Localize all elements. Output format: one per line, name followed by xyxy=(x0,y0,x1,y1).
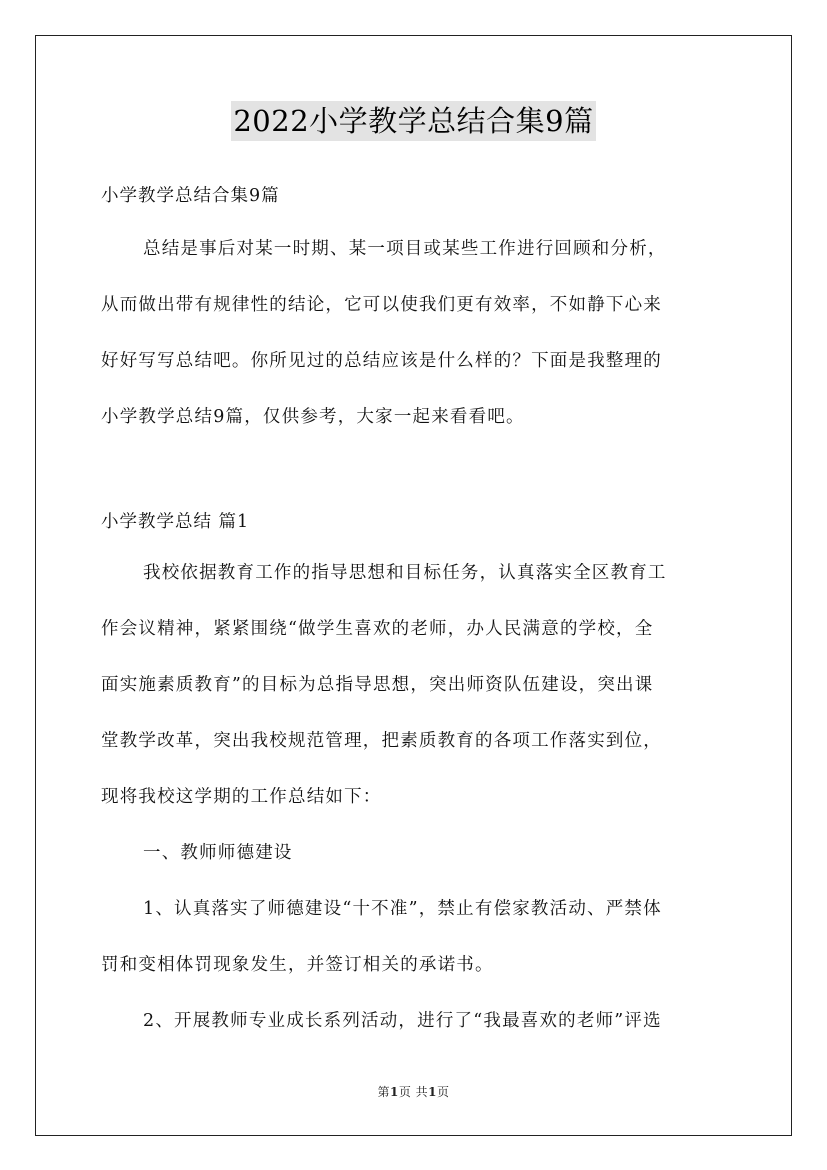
footer-page-end: 页 xyxy=(437,1085,450,1099)
paragraph-line: 1、认真落实了师德建设“十不准”，禁止有偿家教活动、严禁体 xyxy=(143,899,662,919)
paragraph-line: 面实施素质教育”的目标为总指导思想，突出师资队伍建设，突出课 xyxy=(101,675,654,695)
paragraph-line: 小学教学总结9篇，仅供参考，大家一起来看看吧。 xyxy=(101,407,525,427)
subsection-heading: 一、教师师德建设 xyxy=(143,843,293,863)
title-container xyxy=(0,101,827,141)
paragraph-line: 现将我校这学期的工作总结如下： xyxy=(101,787,382,807)
footer-page-current: 1 xyxy=(389,1085,399,1099)
paragraph-line: 2、开展教师专业成长系列活动，进行了“我最喜欢的老师”评选 xyxy=(143,1011,662,1031)
paragraph-line: 从而做出带有规律性的结论，它可以使我们更有效率，不如静下心来 xyxy=(101,295,662,315)
document-title: 2022小学教学总结合集9篇 xyxy=(231,101,595,141)
paragraph-line: 堂教学改革，突出我校规范管理，把素质教育的各项工作落实到位， xyxy=(101,731,662,751)
section1-paragraph xyxy=(101,545,727,1049)
paragraph-line: 总结是事后对某一时期、某一项目或某些工作进行回顾和分析， xyxy=(143,239,667,259)
document-subtitle: 小学教学总结合集9篇 xyxy=(101,186,280,206)
footer-page-total: 1 xyxy=(428,1085,438,1099)
page-footer xyxy=(0,1083,827,1100)
paragraph-line: 罚和变相体罚现象发生，并签订相关的承诺书。 xyxy=(101,955,494,975)
footer-page-suffix: 页 共 xyxy=(398,1085,429,1099)
intro-paragraph xyxy=(101,221,727,445)
paragraph-line: 好好写写总结吧。你所见过的总结应该是什么样的？下面是我整理的 xyxy=(101,351,662,371)
section-heading: 小学教学总结 篇1 xyxy=(101,512,250,532)
footer-page-prefix: 第 xyxy=(377,1085,390,1099)
paragraph-line: 我校依据教育工作的指导思想和目标任务，认真落实全区教育工 xyxy=(143,563,667,583)
paragraph-line: 作会议精神，紧紧围绕“做学生喜欢的老师，办人民满意的学校，全 xyxy=(101,619,654,639)
